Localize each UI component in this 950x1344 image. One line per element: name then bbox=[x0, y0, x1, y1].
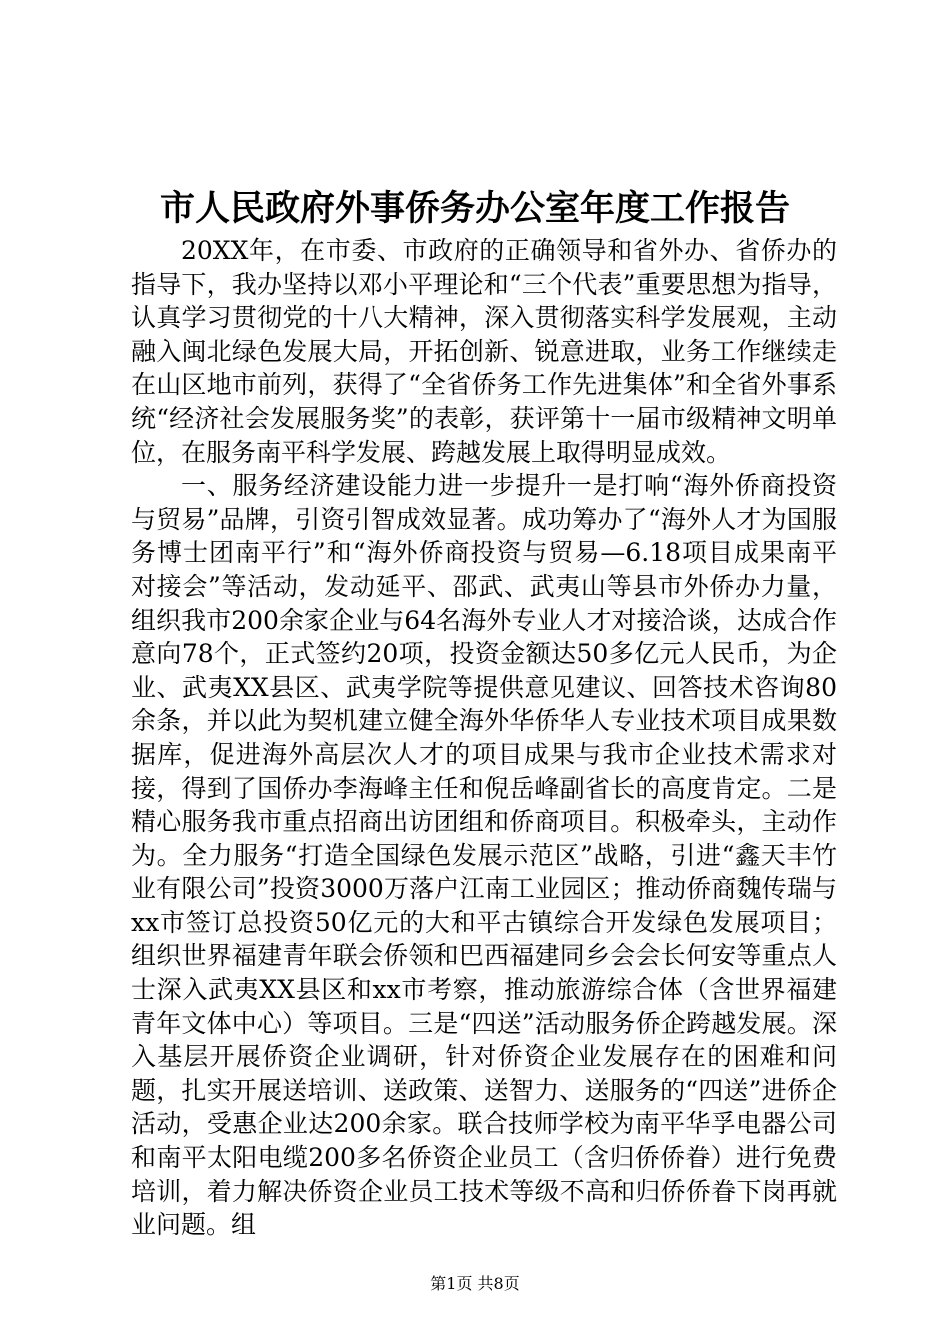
page-footer: 第1页 共8页 bbox=[430, 1274, 520, 1293]
document-body bbox=[131, 234, 837, 1242]
document-title: 市人民政府外事侨务办公室年度工作报告 bbox=[159, 188, 790, 229]
paragraph-intro: 20XX年，在市委、市政府的正确领导和省外办、省侨办的指导下，我办坚持以邓小平理论和“三个代表”重要思想为指导，认真学习贯彻党的十八大精神，深入贯彻落实科学发展观，主动融入闽北绿色发展大局，开拓创新、锐意进取，业务工作继续走在山区地市前列，获得了“全省侨务工作先进集体”和全省外事系统“经济社会发展服务奖”的表彰，获评第十一届市级精神文明单位，在服务南平科学发展、跨越发展上取得明显成效。 bbox=[131, 236, 837, 467]
paragraph-section-one: 一、服务经济建设能力进一步提升一是打响“海外侨商投资与贸易”品牌，引资引智成效显著。成功筹办了“海外人才为国服务博士团南平行”和“海外侨商投资与贸易—6.18项目成果南平对接会”等活动，发动延平、邵武、武夷山等县市外侨办力量，组织我市200余家企业与64名海外专业人才对接洽谈，达成合作意向78个，正式签约20项，投资金额达50多亿元人民币，为企业、武夷XX县区、武夷学院等提供意见建议、回答技术咨询80余条，并以此为契机建立健全海外华侨华人专业技术项目成果数据库，促进海外高层次人才的项目成果与我市企业技术需求对接，得到了国侨办李海峰主任和倪岳峰副省长的高度肯定。二是精心服务我市重点招商出访团组和侨商项目。积极牵头，主动作为。全力服务“打造全国绿色发展示范区”战略，引进“鑫天丰竹业有限公司”投资3000万落户江南工业园区；推动侨商魏传瑞与xx市签订总投资50亿元的大和平古镇综合开发绿色发展项目；组织世界福建青年联会侨领和巴西福建同乡会会长何安等重点人士深入武夷XX县区和xx市考察，推动旅游综合体（含世界福建青年文体中心）等项目。三是“四送”活动服务侨企跨越发展。深入基层开展侨资企业调研，针对侨资企业发展存在的困难和问题，扎实开展送培训、送政策、送智力、送服务的“四送”进侨企活动，受惠企业达200余家。联合技师学校为南平华孚电器公司和南平太阳电缆200多名侨资企业员工（含归侨侨眷）进行免费培训，着力解决侨资企业员工技术等级不高和归侨侨眷下岗再就业问题。组 bbox=[131, 471, 837, 1240]
